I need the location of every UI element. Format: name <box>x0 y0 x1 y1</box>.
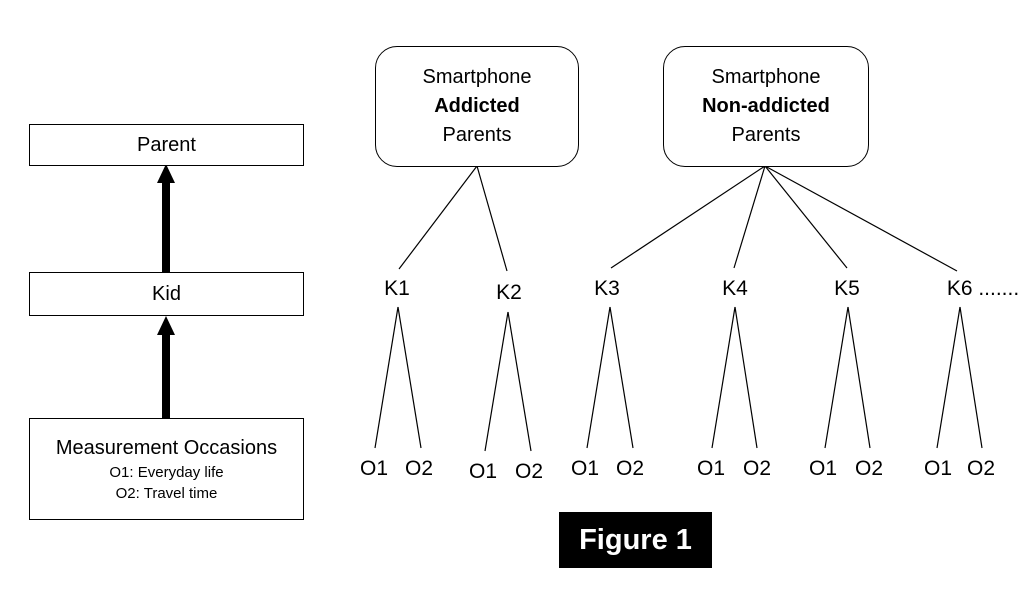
kid-box <box>29 272 304 316</box>
occasion-node-k4-o1: O1 <box>696 457 726 480</box>
edge-addicted-k2 <box>477 166 507 271</box>
kid-node-k4: K4 <box>722 277 748 300</box>
edge-k2-o2 <box>508 312 531 451</box>
edge-k4-o1 <box>712 307 735 448</box>
edge-nonaddicted-k6 <box>765 166 957 271</box>
figure-caption-label: Figure 1 <box>579 523 692 556</box>
measurement-o1-desc: O1: Everyday life <box>109 464 224 481</box>
edge-k3-o2 <box>610 307 633 448</box>
measurement-title: Measurement Occasions <box>55 437 278 459</box>
occasion-node-k2-o1: O1 <box>468 460 498 483</box>
occasion-node-k6-o1: O1 <box>923 457 953 480</box>
parent-box <box>29 124 304 166</box>
kid-node-k6: K6 ....... <box>946 277 1020 300</box>
non-addicted-line3: Parents <box>731 124 801 146</box>
occasion-node-k5-o2: O2 <box>854 457 884 480</box>
addicted-line1: Smartphone <box>422 66 532 88</box>
edge-nonaddicted-k5 <box>765 166 847 268</box>
figure-caption <box>559 512 712 568</box>
edge-nonaddicted-k3 <box>611 166 765 268</box>
edge-k1-o2 <box>398 307 421 448</box>
edge-k5-o2 <box>848 307 870 448</box>
kid-node-k5: K5 <box>834 277 860 300</box>
occasion-node-k5-o1: O1 <box>808 457 838 480</box>
kid-node-k3: K3 <box>594 277 620 300</box>
non-addicted-line1: Smartphone <box>711 66 821 88</box>
kid-box-label: Kid <box>152 282 181 305</box>
occasion-node-k4-o2: O2 <box>742 457 772 480</box>
kid-node-k2: K2 <box>496 281 522 304</box>
edge-k2-o1 <box>485 312 508 451</box>
parent-box-label: Parent <box>137 133 196 156</box>
non-addicted-parents-box <box>663 46 869 167</box>
edge-addicted-k1 <box>399 166 477 269</box>
addicted-line3: Parents <box>442 124 512 146</box>
edge-k6-o1 <box>937 307 960 448</box>
edge-nonaddicted-k4 <box>734 166 765 268</box>
occasion-node-k6-o2: O2 <box>966 457 996 480</box>
edge-k6-o2 <box>960 307 982 448</box>
measurement-occasions-box <box>29 418 304 520</box>
occasion-node-k3-o2: O2 <box>615 457 645 480</box>
edge-k1-o1 <box>375 307 398 448</box>
occasion-node-k3-o1: O1 <box>570 457 600 480</box>
arrow-measurement-to-kid <box>157 316 175 419</box>
edge-k5-o1 <box>825 307 848 448</box>
non-addicted-line2: Non-addicted <box>702 95 830 117</box>
occasion-node-k2-o2: O2 <box>514 460 544 483</box>
edge-k4-o2 <box>735 307 757 448</box>
measurement-o2-desc: O2: Travel time <box>115 485 218 502</box>
occasion-node-k1-o2: O2 <box>404 457 434 480</box>
arrow-kid-to-parent <box>157 164 175 273</box>
occasion-node-k1-o1: O1 <box>359 457 389 480</box>
addicted-line2: Addicted <box>434 95 520 117</box>
kid-node-k1: K1 <box>384 277 410 300</box>
addicted-parents-box <box>375 46 579 167</box>
edge-k3-o1 <box>587 307 610 448</box>
